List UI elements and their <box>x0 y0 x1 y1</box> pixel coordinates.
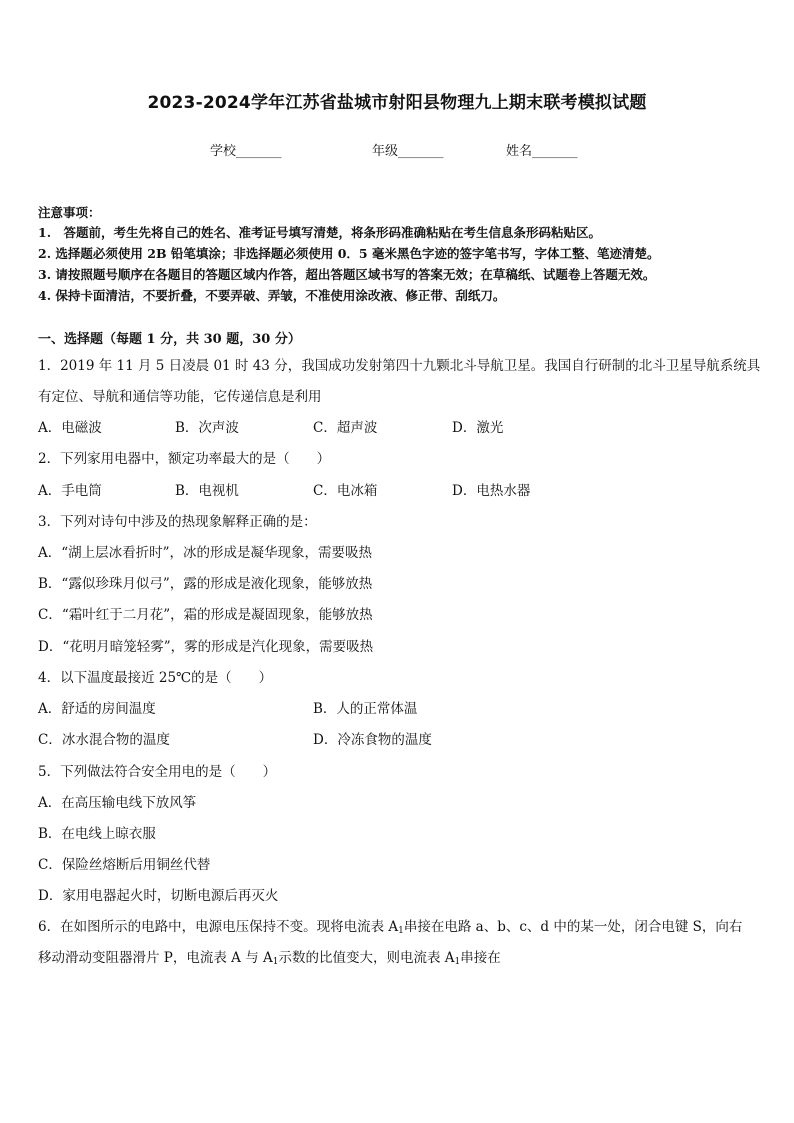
question-stem: 4．以下温度最接近 25℃的是（ ） <box>38 670 273 686</box>
option-b: B．“露似珍珠月似弓”，露的形成是液化现象，能够放热 <box>38 576 373 592</box>
option-b: B．电视机 <box>175 483 239 499</box>
note-item: 3. 请按照题号顺序在各题目的答题区域内作答，超出答题区域书写的答案无效；在草稿纸、试题卷上答题无效。 <box>38 267 656 282</box>
option-a: A．在高压输电线下放风筝 <box>38 795 197 811</box>
question-stem <box>38 915 764 936</box>
option-c: C．超声波 <box>313 420 378 436</box>
option-d: D．“花明月暗笼轻雾”，雾的形成是汽化现象，需要吸热 <box>38 639 374 655</box>
note-item: 1. 答题前，考生先将自己的姓名、准考证号填写清楚，将条形码准确粘贴在考生信息条形码粘贴区。 <box>38 225 602 240</box>
question-stem: 2．下列家用电器中，额定功率最大的是（ ） <box>38 451 331 467</box>
option-d: D．家用电器起火时，切断电源后再灭火 <box>38 888 279 904</box>
option-c: C．电冰箱 <box>313 483 378 499</box>
note-item: 2. 选择题必须使用 2B 铅笔填涂；非选择题必须使用 0．5 毫米黑色字迹的签字笔书写，字体工整、笔迹清楚。 <box>38 246 660 261</box>
stem-text: 串接在电路 a、b、c、d 中的某一处，闭合电键 S，向右 <box>403 919 743 935</box>
exam-title: 2023-2024学年江苏省盐城市射阳县物理九上期末联考模拟试题 <box>147 93 647 113</box>
option-b: B．次声波 <box>175 420 239 436</box>
option-c: C．“霜叶红于二月花”，霜的形成是凝固现象，能够放热 <box>38 607 373 623</box>
option-a: A．舒适的房间温度 <box>38 701 156 717</box>
option-d: D．冷冻食物的温度 <box>313 732 432 748</box>
option-d: D．电热水器 <box>452 483 531 499</box>
stem-text: 串接在 <box>460 950 501 966</box>
notes-heading: 注意事项： <box>38 205 101 220</box>
option-c: C．冰水混合物的温度 <box>38 732 170 748</box>
grade-field: 年级_______ <box>372 144 444 159</box>
stem-text: 示数的比值变大，则电流表 A <box>278 950 455 966</box>
subscript: 1 <box>398 926 404 936</box>
name-field: 姓名_______ <box>506 144 578 159</box>
option-b: B．人的正常体温 <box>313 701 418 717</box>
section-heading: 一、选择题（每题 1 分，共 30 题，30 分） <box>38 332 301 347</box>
option-a: A．电磁波 <box>38 420 102 436</box>
question-stem: 有定位、导航和通信等功能，它传递信息是利用 <box>38 389 322 405</box>
subscript: 1 <box>454 957 461 967</box>
option-d: D．激光 <box>452 420 504 436</box>
note-item: 4. 保持卡面清洁，不要折叠，不要弄破、弄皱，不准使用涂改液、修正带、刮纸刀。 <box>38 288 506 303</box>
question-stem: 3．下列对诗句中涉及的热现象解释正确的是： <box>38 514 317 530</box>
stem-text: 6．在如图所示的电路中，电源电压保持不变。现将电流表 A <box>38 919 399 935</box>
option-b: B．在电线上晾衣服 <box>38 826 156 842</box>
school-field: 学校_______ <box>210 144 282 159</box>
option-a: A．手电筒 <box>38 483 102 499</box>
question-stem <box>38 946 764 967</box>
stem-text: 移动滑动变阻器滑片 P，电流表 A 与 A <box>38 950 273 966</box>
question-stem: 1．2019 年 11 月 5 日凌晨 01 时 43 分，我国成功发射第四十九颗北斗导航卫星。我国自行研制的北斗卫星导航系统具 <box>38 358 761 374</box>
option-c: C．保险丝熔断后用铜丝代替 <box>38 857 211 873</box>
question-stem: 5．下列做法符合安全用电的是（ ） <box>38 764 277 780</box>
option-a: A．“湖上层冰看折时”，冰的形成是凝华现象，需要吸热 <box>38 545 373 561</box>
subscript: 1 <box>272 957 279 967</box>
